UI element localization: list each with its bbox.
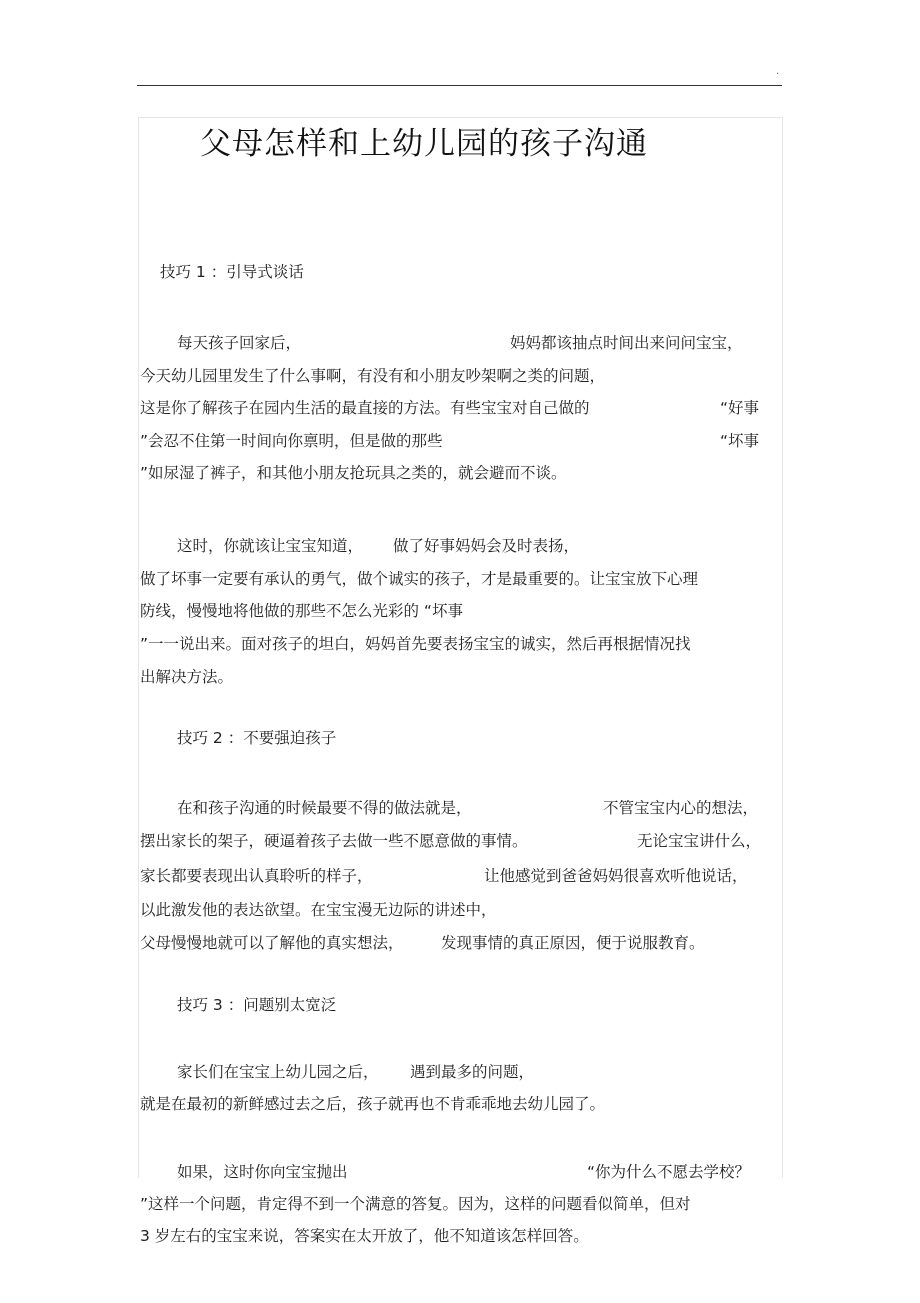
p4-line2: 就是在最初的新鲜感过去之后，孩子就再也不肯乖乖地去幼儿园了。: [140, 1095, 606, 1113]
p3-line2b: 无论宝宝讲什么，: [637, 832, 762, 850]
p3-line5a: 父母慢慢地就可以了解他的真实想法，: [140, 934, 404, 952]
p3-line5b: 发现事情的真正原因，便于说服教育。: [441, 934, 705, 952]
section-heading-3: 技巧 3 ：问题别太宽泛: [177, 996, 337, 1014]
p4-line1a: 家长们在宝宝上幼儿园之后，: [177, 1063, 379, 1081]
p5-line1b: “你为什么不愿去学校？: [587, 1163, 751, 1181]
p1-line1a: 每天孩子回家后，: [177, 334, 302, 352]
p3-line3a: 家长都要表现出认真聆听的样子，: [140, 867, 373, 885]
p2-line5: 出解决方法。: [140, 668, 234, 686]
p3-line4: 以此激发他的表达欲望。在宝宝漫无边际的讲述中，: [140, 901, 497, 919]
section-heading-1: 技巧 1 ：引导式谈话: [160, 263, 304, 281]
p4-line1b: 遇到最多的问题，: [410, 1063, 535, 1081]
p1-line1b: 妈妈都该抽点时间出来问问宝宝，: [510, 334, 743, 352]
page-title: 父母怎样和上幼儿园的孩子沟通: [200, 126, 648, 162]
p1-line4b: “坏事: [720, 432, 760, 450]
p2-line2: 做了坏事一定要有承认的勇气，做个诚实的孩子，才是最重要的。让宝宝放下心理: [140, 570, 699, 588]
section-heading-2: 技巧 2 ：不要强迫孩子: [177, 729, 337, 747]
p1-line4a: ”会忍不住第一时间向你禀明，但是做的那些: [140, 432, 443, 450]
header-rule: [137, 85, 782, 86]
p1-line3b: “好事: [720, 399, 760, 417]
p2-line3: 防线，慢慢地将他做的那些不怎么光彩的 “坏事: [140, 602, 463, 620]
p3-line1a: 在和孩子沟通的时候最要不得的做法就是，: [177, 799, 472, 817]
p3-line1b: 不管宝宝内心的想法，: [603, 799, 759, 817]
p5-line1a: 如果，这时你向宝宝抛出: [177, 1163, 348, 1181]
p1-line5: ”如尿湿了裤子，和其他小朋友抢玩具之类的，就会避而不谈。: [140, 464, 567, 482]
p5-line3: 3 岁左右的宝宝来说，答案实在太开放了，他不知道该怎样回答。: [140, 1227, 589, 1245]
p2-line1b: 做了好事妈妈会及时表扬，: [393, 537, 580, 555]
p3-line2a: 摆出家长的架子，硬逼着孩子去做一些不愿意做的事情。: [140, 832, 528, 850]
p2-line4: ”一一说出来。面对孩子的坦白，妈妈首先要表扬宝宝的诚实，然后再根据情况找: [140, 635, 691, 653]
p3-line3b: 让他感觉到爸爸妈妈很喜欢听他说话，: [484, 867, 748, 885]
p1-line3a: 这是你了解孩子在园内生活的最直接的方法。有些宝宝对自己做的: [140, 399, 590, 417]
p2-line1a: 这时，你就该让宝宝知道，: [177, 537, 364, 555]
p5-line2: ”这样一个问题，肯定得不到一个满意的答复。因为，这样的问题看似简单，但对: [140, 1195, 691, 1213]
header-dot: .: [776, 66, 780, 77]
p1-line2: 今天幼儿园里发生了什么事啊，有没有和小朋友吵架啊之类的问题，: [140, 367, 606, 385]
